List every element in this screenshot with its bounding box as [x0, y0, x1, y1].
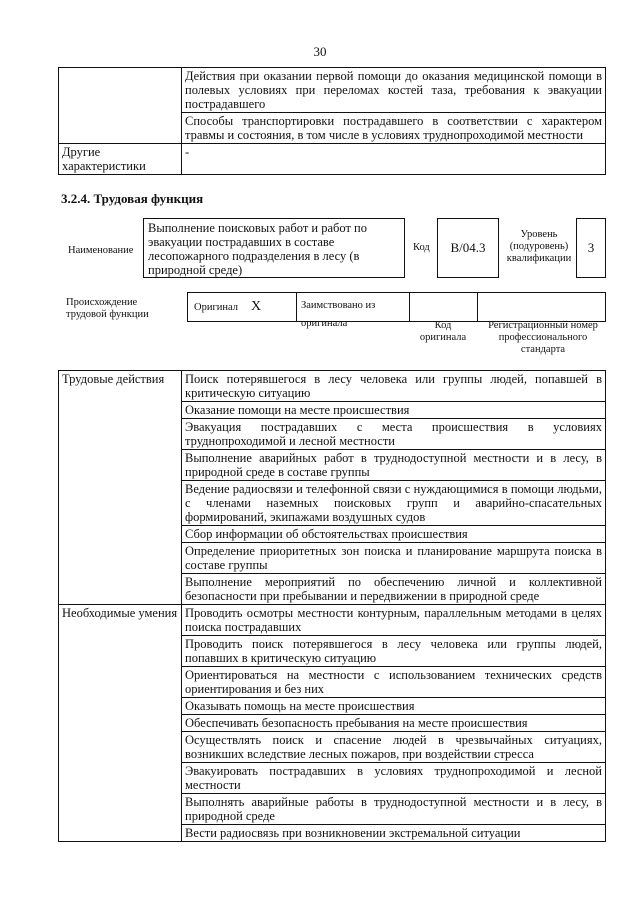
table-cell: Эвакуировать пострадавших в условиях труднопроходимой и лесной местности: [182, 763, 606, 794]
empty-label-cell: [59, 68, 182, 144]
table-cell: Выполнять аварийные работы в труднодоступной местности и в лесу, в природной среде: [182, 794, 606, 825]
table-cell: Определение приоритетных зон поиска и планирование маршрута поиска в составе группы: [182, 543, 606, 574]
table-row: [59, 144, 606, 175]
table-cell: Ведение радиосвязи и телефонной связи с нуждающимися в помощи людьми, с членами наземных поисковых групп и аварийно-спасательных формирований, экипажами воздушных судов: [182, 481, 606, 526]
original-box: [187, 292, 297, 322]
table-cell: Эвакуация пострадавших с места происшествия в условиях труднопроходимой и лесной местности: [182, 419, 606, 450]
table-cell: Вести радиосвязь при возникновении экстремальной ситуации: [182, 825, 606, 842]
knowledge-table-continuation: [58, 67, 606, 175]
original-mark: X: [251, 299, 262, 314]
table-cell: Выполнение аварийных работ в труднодоступной местности и в лесу, в природной среде в составе группы: [182, 450, 606, 481]
table-cell: Оказание помощи на месте происшествия: [182, 402, 606, 419]
level-value-box: 3: [576, 218, 606, 278]
table-row: [59, 68, 606, 113]
other-characteristics-value: -: [182, 144, 606, 175]
other-characteristics-label: Другие характеристики: [59, 144, 182, 175]
function-name-box: Выполнение поисковых работ и работ по эвакуации пострадавших в составе лесопожарного подразделения в лесу (в природной среде): [143, 218, 405, 278]
original-label: Оригинал: [194, 302, 238, 313]
name-label: Наименование: [68, 245, 134, 256]
code-original-box: [409, 292, 478, 322]
labor-actions-table: [58, 370, 606, 842]
reg-number-box: [477, 292, 606, 322]
labor-actions-label: Трудовые действия: [59, 371, 182, 605]
table-cell: Сбор информации об обстоятельствах происшествия: [182, 526, 606, 543]
skills-label: Необходимые умения: [59, 605, 182, 842]
table-cell: Способы транспортировки пострадавшего в соответствии с характером травмы и состояния, в том числе в условиях труднопроходимой местности: [182, 113, 606, 144]
origin-label: Происхождение трудовой функции: [66, 297, 149, 320]
table-cell: Действия при оказании первой помощи до оказания медицинской помощи в полевых условиях при переломах костей таза, требования к эвакуации пострадавшего: [182, 68, 606, 113]
table-cell: Осуществлять поиск и спасение людей в чрезвычайных ситуациях, возникших вследствие лесных пожаров, при воздействии стресса: [182, 732, 606, 763]
table-cell: Выполнение мероприятий по обеспечению личной и коллективной безопасности при пребывании и передвижении в природной среде: [182, 574, 606, 605]
table-cell: Оказывать помощь на месте происшествия: [182, 698, 606, 715]
table-cell: Обеспечивать безопасность пребывания на месте происшествия: [182, 715, 606, 732]
borrowed-label: Заимствовано из оригинала: [301, 300, 376, 329]
table-row: [59, 371, 606, 402]
reg-number-label: Регистрационный номер профессионального стандарта: [488, 320, 598, 355]
function-code-box: B/04.3: [437, 218, 499, 278]
table-cell: Проводить осмотры местности контурным, параллельным методами в целях поиска пострадавших: [182, 605, 606, 636]
table-row: [59, 605, 606, 636]
table-cell: Проводить поиск потерявшегося в лесу человека или группы людей, попавших в критическую ситуацию: [182, 636, 606, 667]
table-cell: Поиск потерявшегося в лесу человека или группы людей, попавшей в критическую ситуацию: [182, 371, 606, 402]
code-label: Код: [413, 242, 430, 253]
borrowed-box: [296, 292, 410, 329]
page-number: 30: [313, 44, 327, 59]
code-original-label: Код оригинала: [419, 320, 467, 343]
level-label: Уровень (подуровень) квалификации: [506, 229, 572, 264]
table-cell: Ориентироваться на местности с использованием технических средств ориентирования и без них: [182, 667, 606, 698]
section-heading: 3.2.4. Трудовая функция: [61, 191, 204, 206]
